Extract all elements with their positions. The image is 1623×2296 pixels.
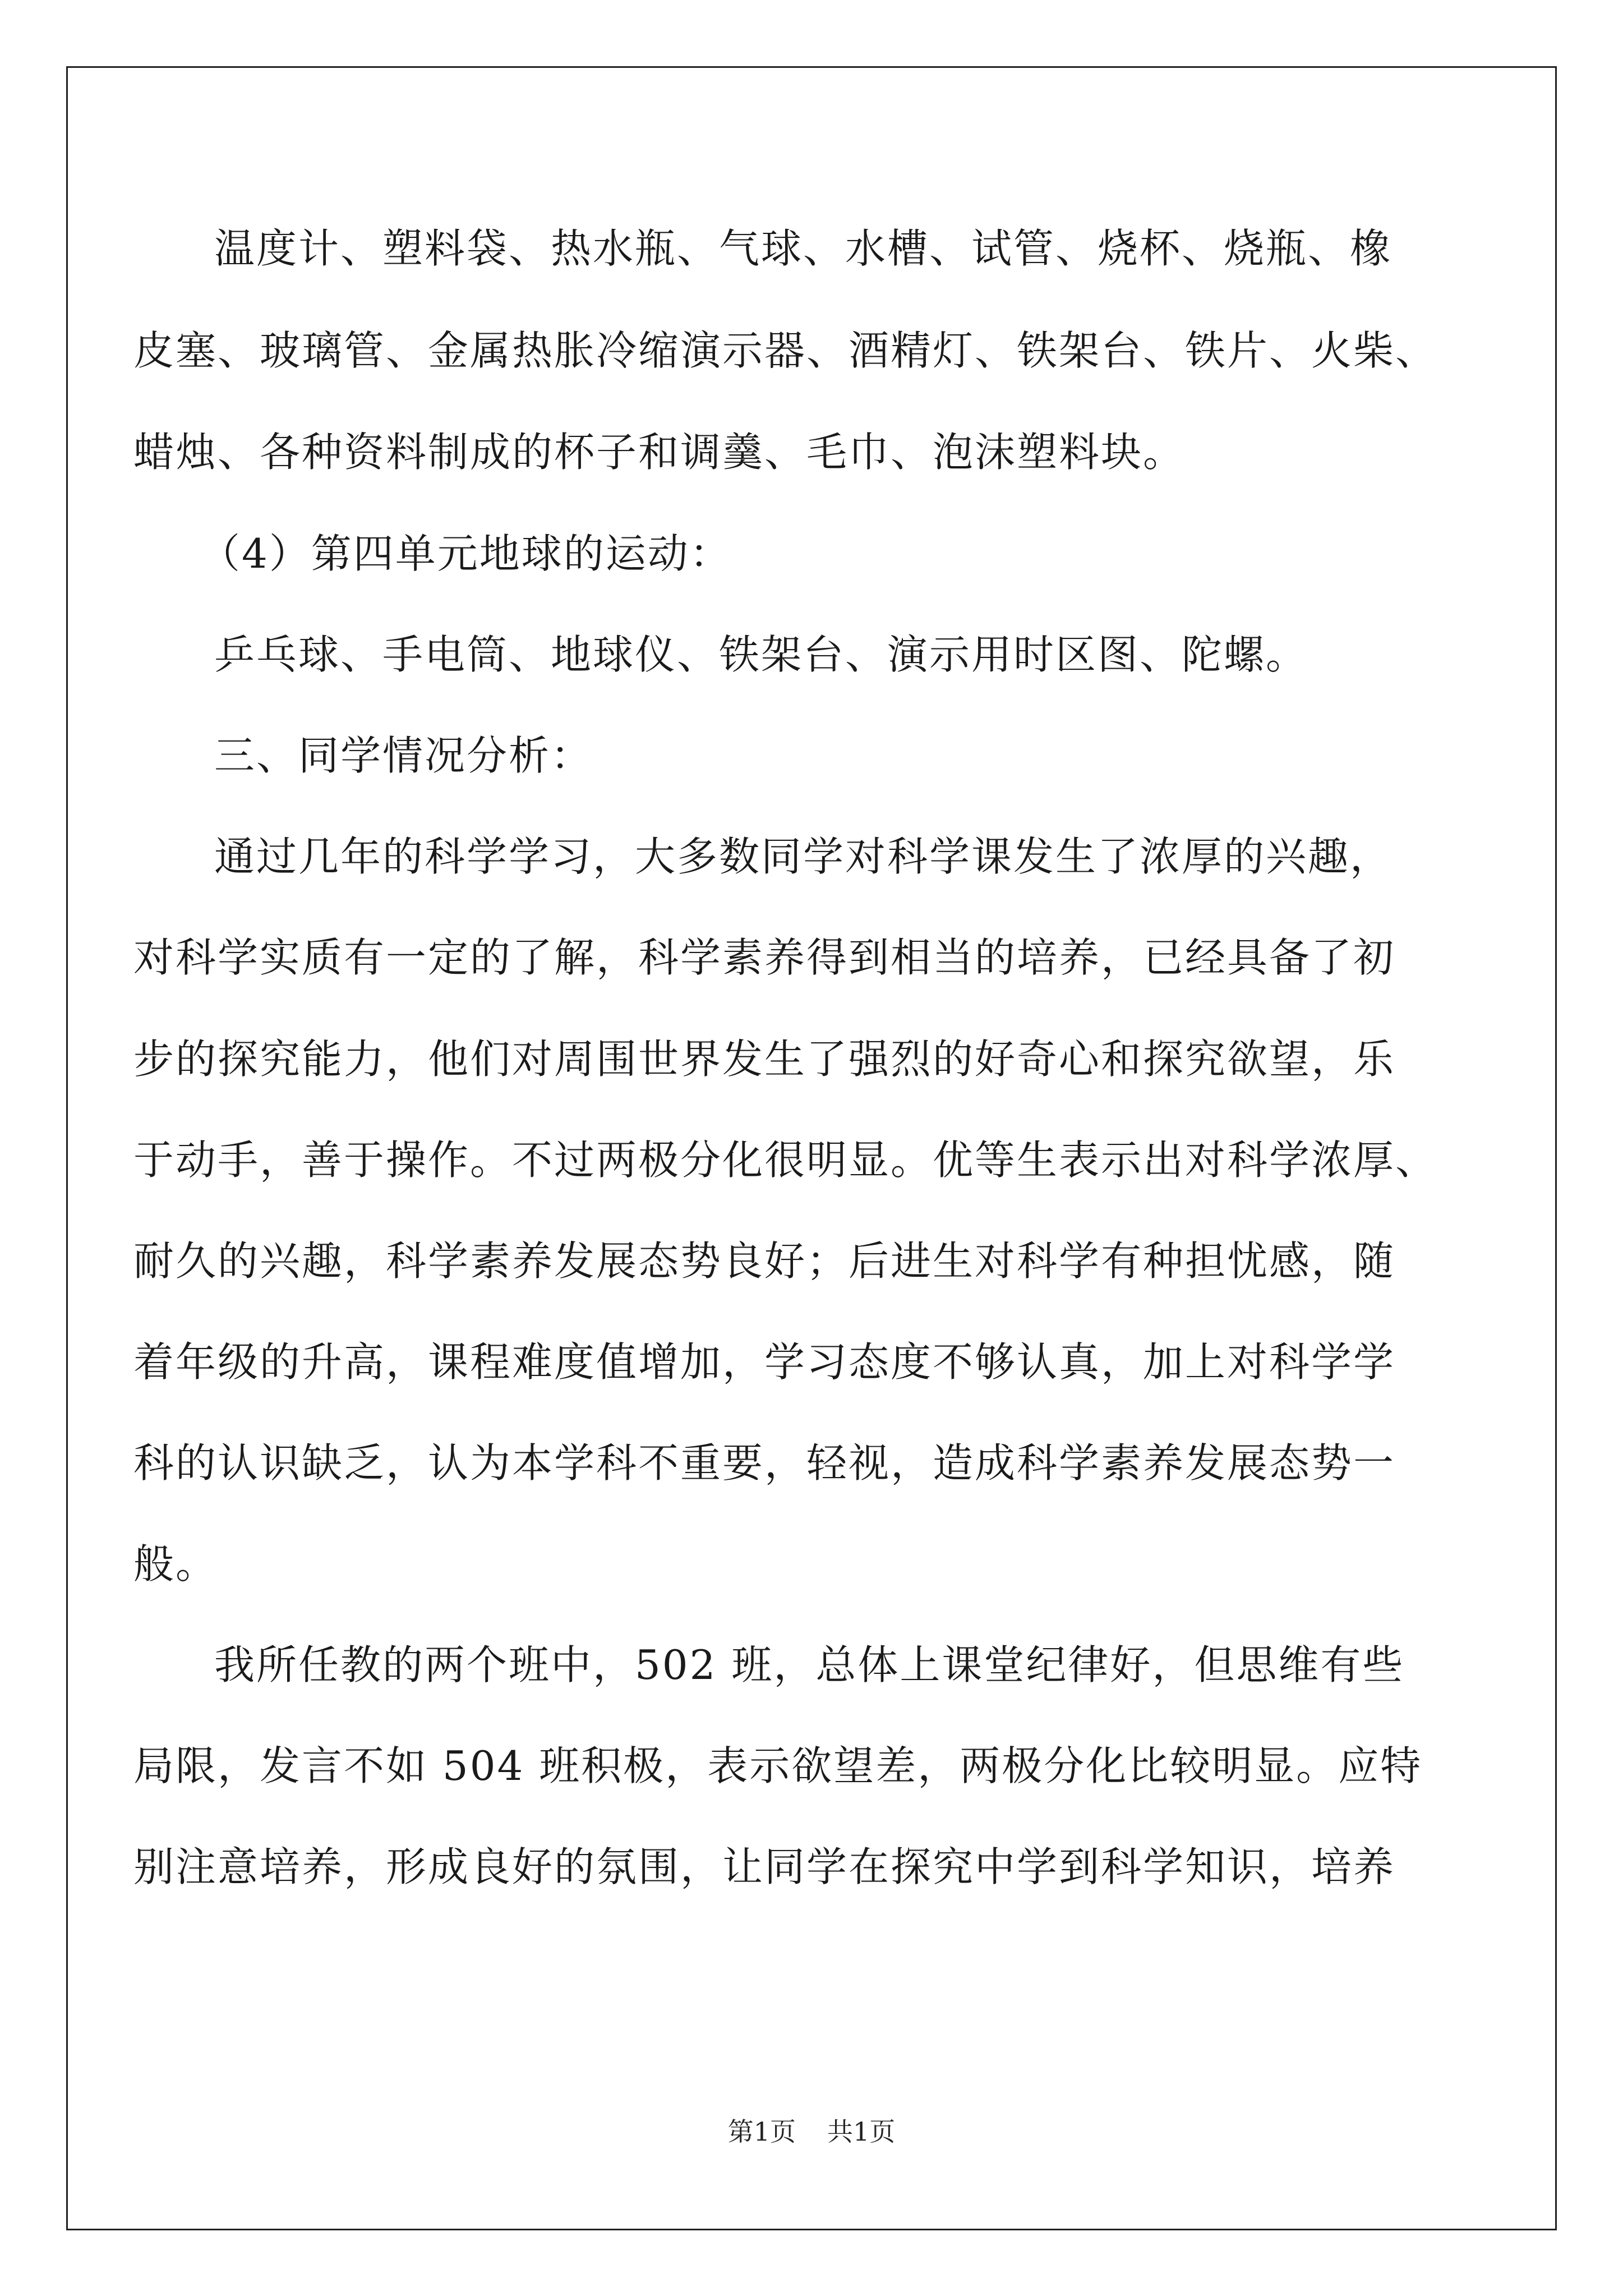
page-total: 共1页 (827, 2116, 896, 2147)
text-line: 耐久的兴趣，科学素养发展态势良好；后进生对科学有种担忧感，随 (133, 1237, 1396, 1285)
text-line: 温度计、塑料袋、热水瓶、气球、水槽、试管、烧杯、烧瓶、橡 (214, 225, 1393, 272)
section-heading: （4）第四单元地球的运动： (200, 530, 732, 577)
text-line: 通过几年的科学学习，大多数同学对科学课发生了浓厚的兴趣， (214, 833, 1393, 880)
section-heading: 三、同学情况分析： (214, 732, 593, 779)
text-line: 科的认识缺乏，认为本学科不重要，轻视，造成科学素养发展态势一 (133, 1439, 1396, 1487)
text-line: 于动手，善于操作。不过两极分化很明显。优等生表示出对科学浓厚、 (133, 1137, 1438, 1184)
text-line: 别注意培养，形成良好的氛围，让同学在探究中学到科学知识，培养 (133, 1843, 1396, 1890)
text-line: 着年级的升高，课程难度值增加，学习态度不够认真，加上对科学学 (133, 1338, 1396, 1386)
text-line: 般。 (133, 1540, 218, 1588)
text-line: 乒乓球、手电筒、地球仪、铁架台、演示用时区图、陀螺。 (214, 631, 1308, 678)
text-line: 皮塞、玻璃管、金属热胀冷缩演示器、酒精灯、铁架台、铁片、火柴、 (133, 327, 1438, 374)
text-line: 步的探究能力，他们对周围世界发生了强烈的好奇心和探究欲望，乐 (133, 1036, 1396, 1083)
text-line: 局限，发言不如 504 班积极，表示欲望差，两极分化比较明显。应特 (133, 1742, 1423, 1789)
page-number: 第1页 (727, 2116, 796, 2147)
text-line: 蜡烛、各种资料制成的杯子和调羹、毛巾、泡沫塑料块。 (133, 429, 1186, 476)
page-footer (0, 2115, 1623, 2148)
text-line: 我所任教的两个班中，502 班，总体上课堂纪律好，但思维有些 (214, 1641, 1405, 1688)
text-line: 对科学实质有一定的了解，科学素养得到相当的培养，已经具备了初 (133, 934, 1396, 981)
